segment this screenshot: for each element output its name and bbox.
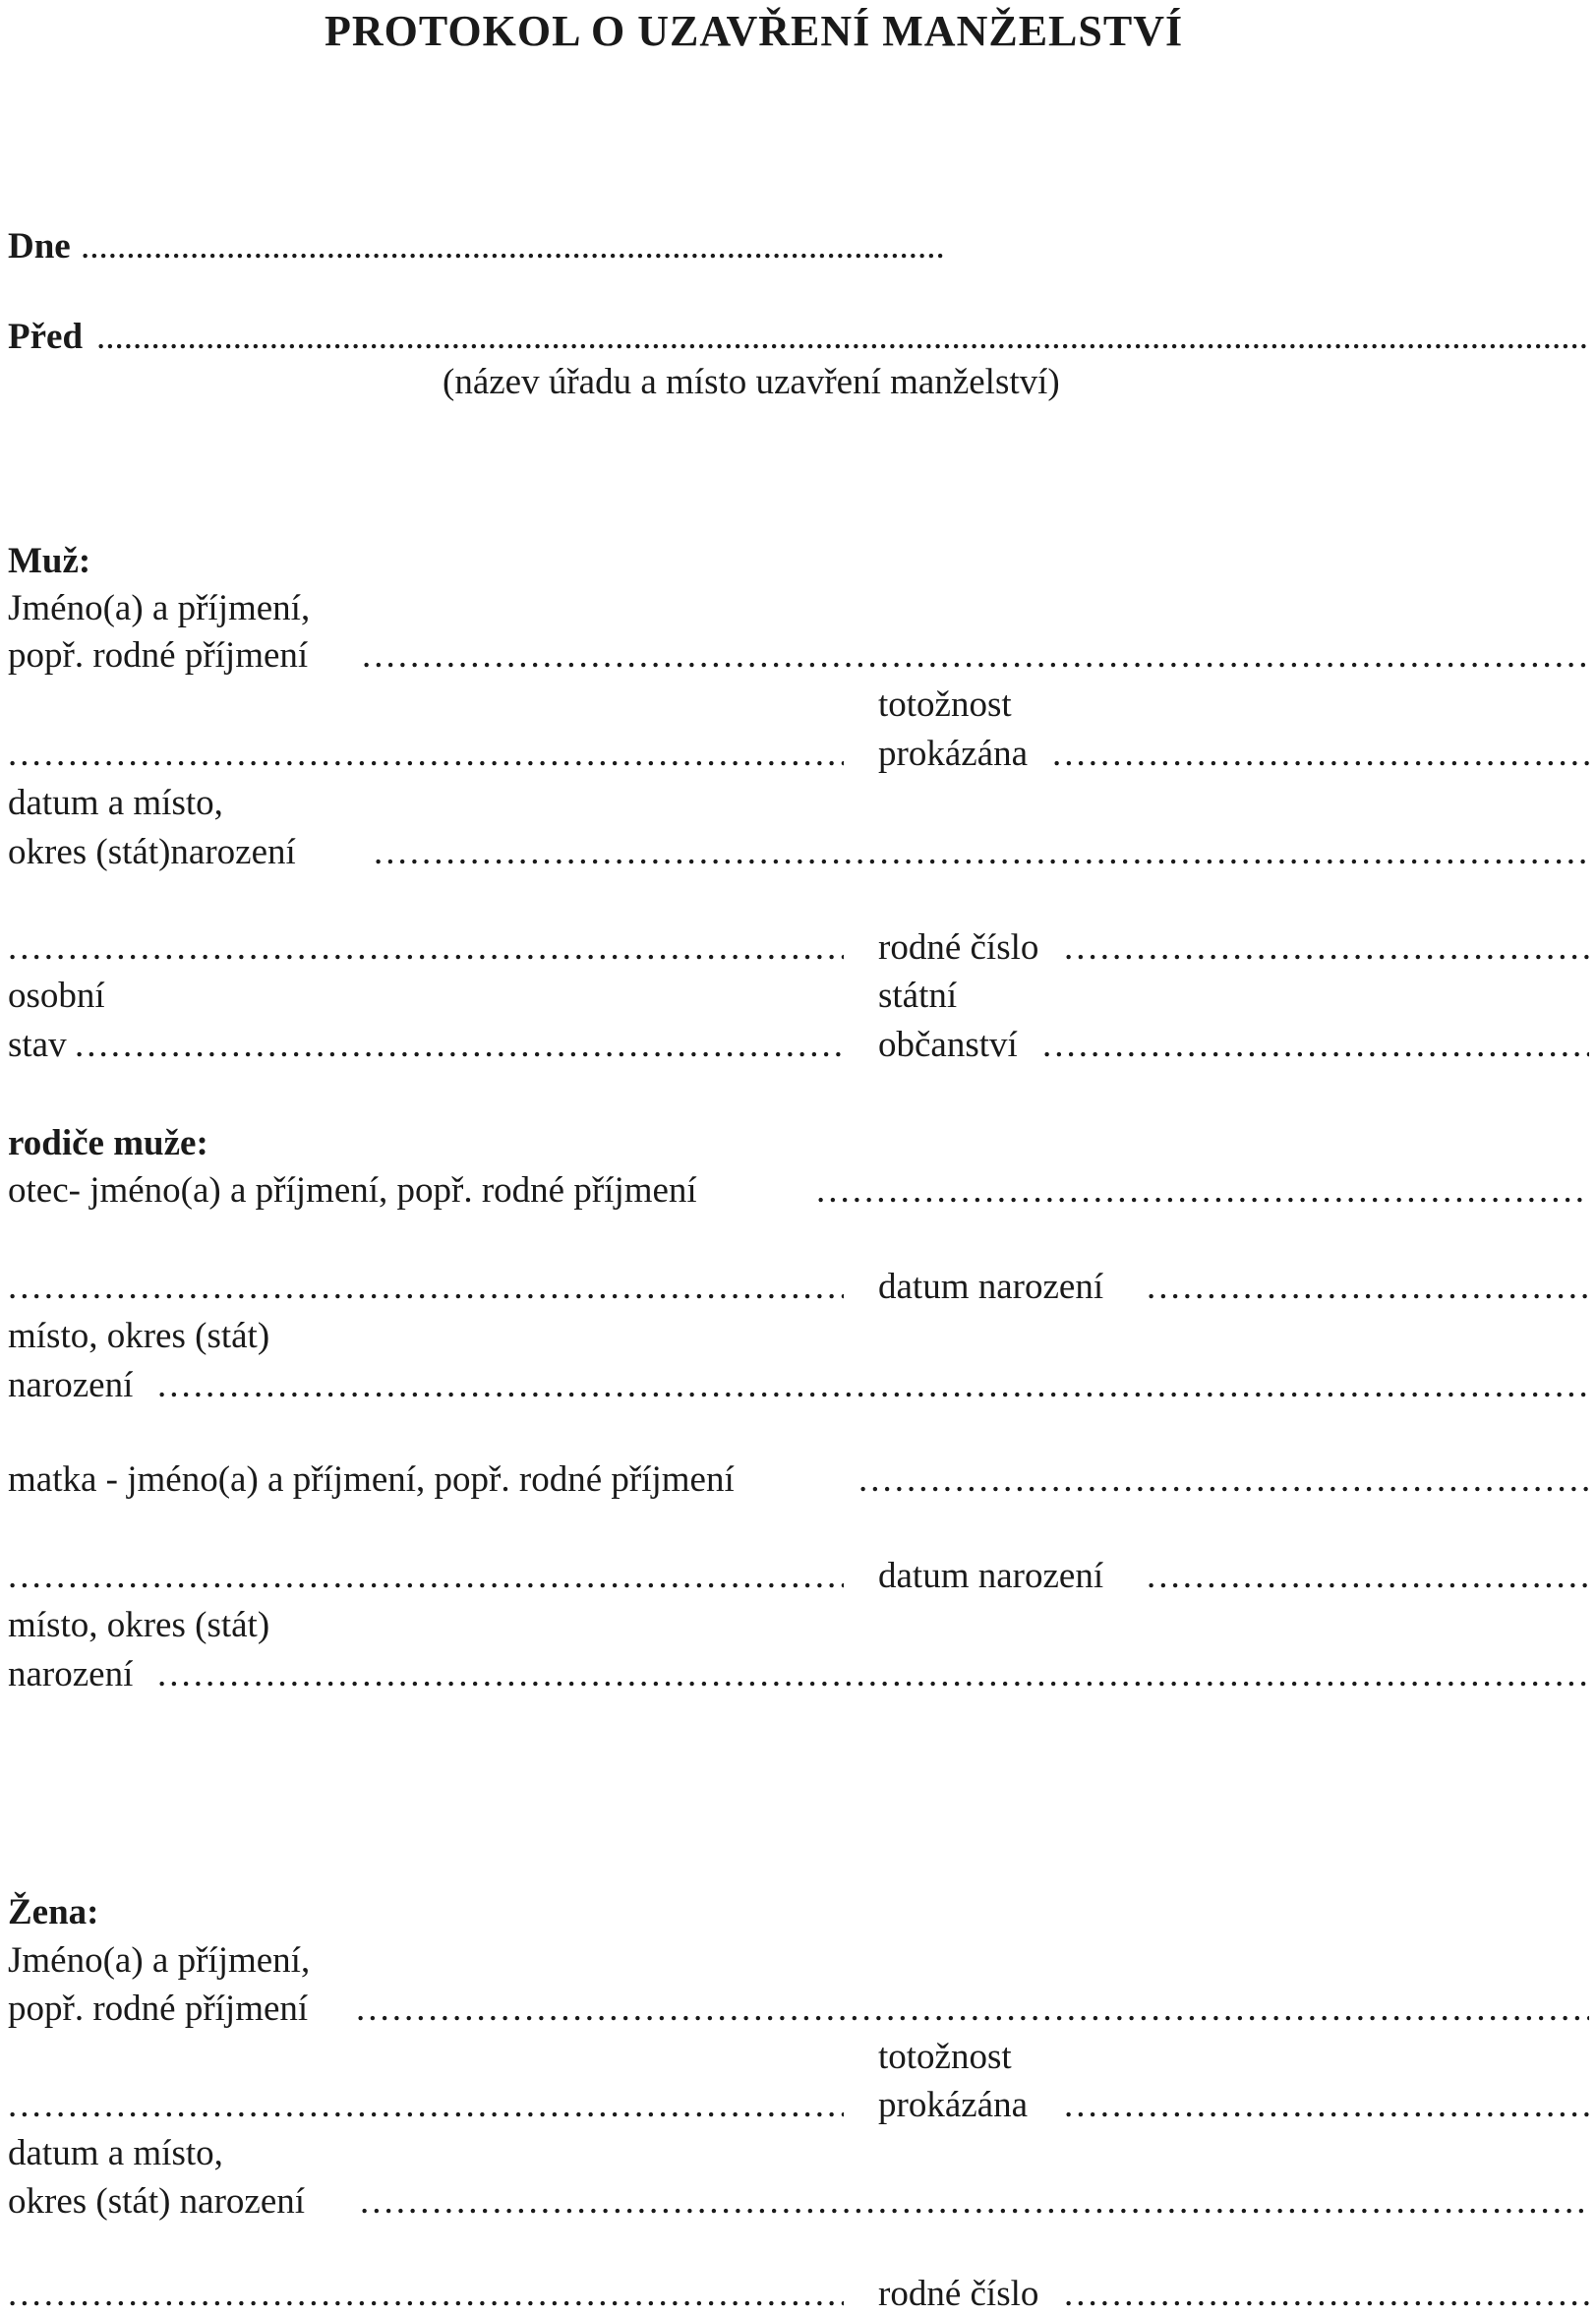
matka-datum-label: datum narození bbox=[878, 1556, 1104, 1596]
dne-fill-line[interactable] bbox=[81, 228, 946, 265]
muz-jmeno-label-2: popř. rodné příjmení bbox=[8, 635, 309, 676]
page-title: PROTOKOL O UZAVŘENÍ MANŽELSTVÍ bbox=[325, 7, 1184, 55]
matka-misto-fill-line[interactable] bbox=[157, 1656, 1589, 1692]
muz-left-fill-line-1[interactable] bbox=[8, 736, 844, 772]
zena-totoznost-label-1: totožnost bbox=[878, 2037, 1012, 2077]
muz-totoznost-fill-line[interactable] bbox=[1052, 736, 1589, 772]
otec-datum-label: datum narození bbox=[878, 1267, 1104, 1307]
otec-misto-label-2: narození bbox=[8, 1365, 134, 1405]
zena-jmeno-label-2: popř. rodné příjmení bbox=[8, 1989, 309, 2029]
matka-left-fill-line[interactable] bbox=[8, 1558, 844, 1594]
zena-rodne-cislo-label: rodné číslo bbox=[878, 2274, 1039, 2314]
pred-label: Před bbox=[8, 317, 84, 357]
matka-misto-label-2: narození bbox=[8, 1654, 134, 1694]
rodice-muze-heading: rodiče muže: bbox=[8, 1123, 208, 1163]
zena-totoznost-label-2: prokázána bbox=[878, 2085, 1029, 2125]
pred-note: (název úřadu a místo uzavření manželství) bbox=[443, 362, 1060, 402]
zena-datum-label-1: datum a místo, bbox=[8, 2133, 223, 2173]
muz-statni-label-1: státní bbox=[878, 976, 958, 1016]
otec-misto-fill-line[interactable] bbox=[157, 1367, 1589, 1403]
muz-left-fill-line-2[interactable] bbox=[8, 929, 844, 966]
dne-label: Dne bbox=[8, 226, 71, 267]
muz-obcanstvi-fill-line[interactable] bbox=[1042, 1027, 1589, 1063]
muz-rodne-cislo-fill-line[interactable] bbox=[1064, 929, 1589, 966]
otec-misto-label-1: místo, okres (stát) bbox=[8, 1316, 270, 1356]
otec-datum-fill-line[interactable] bbox=[1147, 1269, 1589, 1305]
zena-jmeno-label-1: Jméno(a) a příjmení, bbox=[8, 1940, 311, 1981]
muz-rodne-cislo-label: rodné číslo bbox=[878, 927, 1039, 968]
zena-jmeno-fill-line[interactable] bbox=[356, 1990, 1589, 2027]
matka-label: matka - jméno(a) a příjmení, popř. rodné příjmení bbox=[8, 1459, 735, 1500]
muz-heading: Muž: bbox=[8, 541, 91, 581]
zena-rodne-cislo-fill-line[interactable] bbox=[1064, 2276, 1589, 2312]
matka-fill-line[interactable] bbox=[858, 1461, 1589, 1498]
muz-statni-label-2: občanství bbox=[878, 1025, 1018, 1065]
zena-left-fill-line-1[interactable] bbox=[8, 2087, 844, 2123]
muz-osobni-label-1: osobní bbox=[8, 976, 105, 1016]
otec-fill-line[interactable] bbox=[816, 1172, 1589, 1209]
matka-misto-label-1: místo, okres (stát) bbox=[8, 1605, 270, 1645]
muz-datum-label-2: okres (stát)narození bbox=[8, 832, 296, 872]
muz-osobni-label-2: stav bbox=[8, 1025, 67, 1065]
zena-datum-fill-line[interactable] bbox=[360, 2183, 1589, 2220]
muz-jmeno-fill-line[interactable] bbox=[362, 637, 1589, 674]
zena-totoznost-fill-line[interactable] bbox=[1064, 2087, 1589, 2123]
muz-jmeno-label-1: Jméno(a) a příjmení, bbox=[8, 588, 311, 628]
muz-totoznost-label-2: prokázána bbox=[878, 734, 1029, 774]
muz-osobni-stav-fill-line[interactable] bbox=[75, 1027, 844, 1063]
zena-heading: Žena: bbox=[8, 1892, 99, 1932]
otec-left-fill-line[interactable] bbox=[8, 1269, 844, 1305]
zena-left-fill-line-2[interactable] bbox=[8, 2276, 844, 2312]
muz-datum-label-1: datum a místo, bbox=[8, 783, 223, 823]
muz-totoznost-label-1: totožnost bbox=[878, 684, 1012, 725]
muz-datum-fill-line[interactable] bbox=[374, 834, 1589, 870]
zena-datum-label-2: okres (stát) narození bbox=[8, 2181, 306, 2222]
matka-datum-fill-line[interactable] bbox=[1147, 1558, 1589, 1594]
otec-label: otec- jméno(a) a příjmení, popř. rodné příjmení bbox=[8, 1170, 697, 1211]
pred-fill-line[interactable] bbox=[96, 319, 1589, 355]
